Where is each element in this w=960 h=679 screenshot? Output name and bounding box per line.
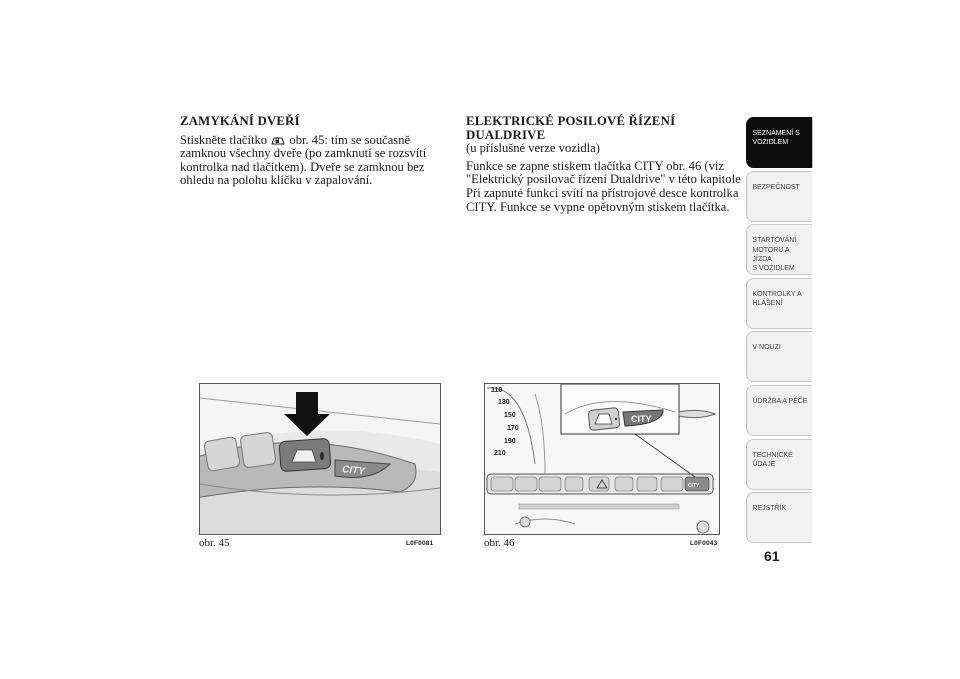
figure-45-code: L0F0081 — [406, 540, 434, 547]
dualdrive-subtitle: (u příslušné verze vozidla) — [466, 141, 600, 156]
tab-kontrolky-a-hlaseni[interactable]: KONTROLKY A HLÁŠENÍ — [746, 278, 812, 329]
speed-mark-150: 150 — [504, 412, 516, 419]
tab-seznameni-s-vozidlem[interactable]: SEZNÁMENÍ S VOZIDLEM — [746, 117, 812, 168]
tab-bezpecnost[interactable]: BEZPEČNOST — [746, 171, 812, 222]
speed-mark-130: 130 — [498, 399, 510, 406]
speed-mark-170: 170 — [507, 425, 519, 432]
chapter-tabs — [746, 117, 818, 546]
tab-v-nouzi[interactable]: V NOUZI — [746, 331, 812, 382]
door-locking-paragraph: Stiskněte tlačítko obr. 45: tím se současně zamknou všechny dveře (po zamknutí se rozsvítí kontrolka nad tlačítkem). Dveře se zamknou bez ohledu na polohu klíčku v zapalování. — [180, 132, 427, 188]
figure-45-city-label: CITY — [341, 464, 366, 478]
dualdrive-heading-line1: ELEKTRICKÉ POSILOVÉ ŘÍZENÍ — [466, 114, 676, 128]
speed-mark-190: 190 — [504, 438, 516, 445]
figure-45-drawing — [200, 384, 440, 534]
figure-46-city-button — [484, 383, 720, 535]
dualdrive-paragraph: Funkce se zapne stiskem tlačítka CITY obr. 46 (viz "Elektrický posilovač řízení Dualdrive" v této kapitole Při zapnuté funkci svítí na přístrojové desce kontrolka CITY. Funkce se vypne opětovným stiskem tlačítka. — [466, 158, 741, 214]
door-locking-section — [180, 115, 442, 188]
figure-46-caption: obr. 46 — [484, 537, 515, 549]
door-locking-heading: ZAMYKÁNÍ DVEŘÍ — [180, 114, 300, 128]
inset-city-label: CITY — [631, 414, 652, 424]
dualdrive-section — [466, 115, 746, 214]
dualdrive-heading-line2: DUALDRIVE — [466, 127, 546, 142]
tab-technicke-udaje[interactable]: TECHNICKÉ ÚDAJE — [746, 439, 812, 490]
figure-46-code: L0F0043 — [690, 540, 718, 547]
tab-udrzba-a-pece[interactable]: ÚDRŽBA A PÉČE — [746, 385, 812, 436]
figure-46-drawing — [485, 384, 719, 534]
door-lock-icon — [271, 135, 285, 146]
speed-mark-210: 210 — [494, 450, 506, 457]
figure-46-city-label: CITY — [688, 483, 700, 489]
tab-rejstrik[interactable]: REJSTŘÍK — [746, 492, 812, 543]
page-number: 61 — [764, 548, 780, 564]
figure-45-caption: obr. 45 — [199, 537, 230, 549]
figure-45-lock-button — [199, 383, 441, 535]
tab-startovani-motoru[interactable]: STARTOVÁNÍ MOTORU A JÍZDA S VOZIDLEM — [746, 224, 812, 275]
speed-mark-110: 110 — [491, 387, 503, 394]
